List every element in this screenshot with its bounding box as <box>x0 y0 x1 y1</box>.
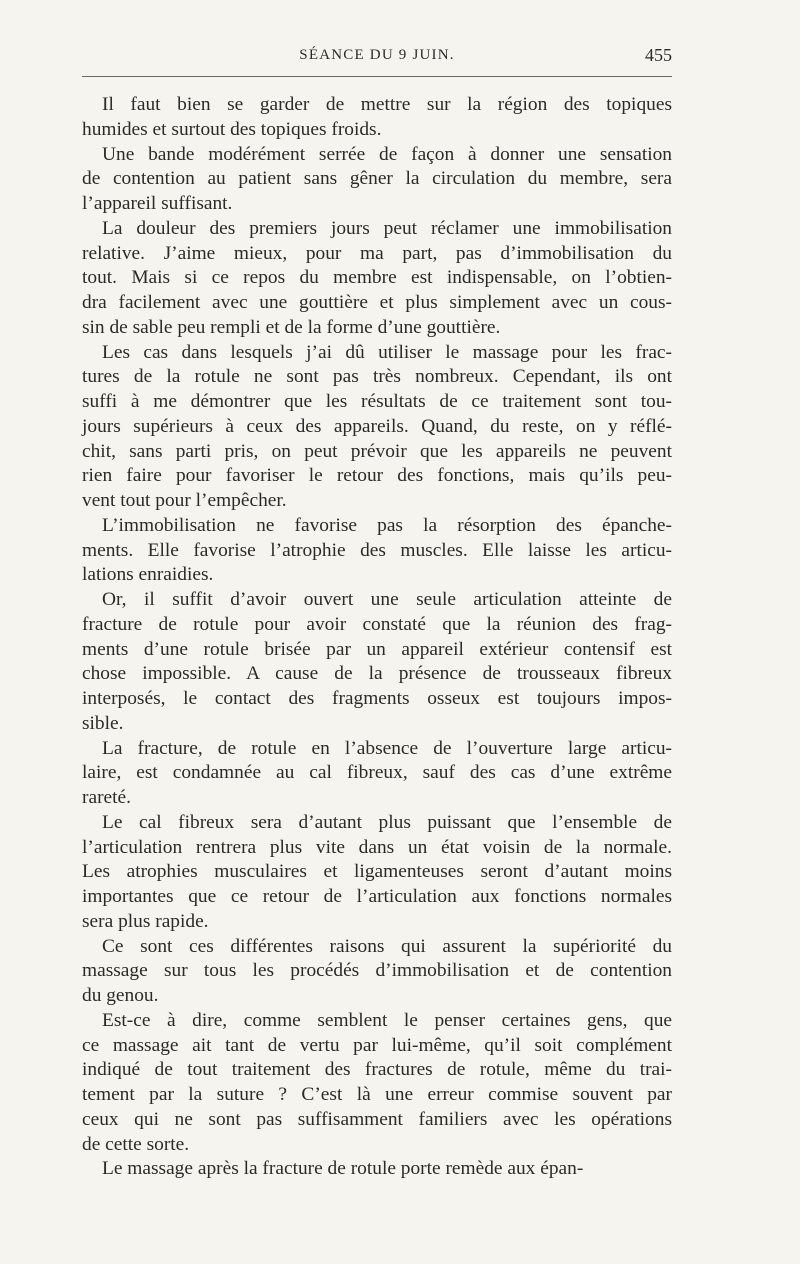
paragraph <box>82 737 672 811</box>
running-head <box>82 45 672 69</box>
text-line: tement par la suture ? C’est là une erreur commise souvent par <box>82 1084 672 1105</box>
paragraph <box>82 935 672 1009</box>
text-line: interposés, le contact des fragments osseux est toujours impos- <box>82 688 672 709</box>
text-line: tout. Mais si ce repos du membre est indispensable, on l’obtien- <box>82 267 672 289</box>
paragraph <box>82 1157 672 1182</box>
text-line: vent tout pour l’empêcher. <box>82 490 287 511</box>
text-line: massage sur tous les procédés d’immobilisation et de contention <box>82 960 672 982</box>
text-line: La fracture, de rotule en l’absence de l’ouverture large articu- <box>102 737 672 759</box>
text-line: l’articulation rentrera plus vite dans un état voisin de la normale. <box>82 836 672 858</box>
text-line: Or, il suffit d’avoir ouvert une seule articulation atteinte de <box>102 589 672 610</box>
text-line: ments. Elle favorise l’atrophie des muscles. Elle laisse les articu- <box>82 539 672 561</box>
text-line: La douleur des premiers jours peut réclamer une immobilisation <box>102 217 672 239</box>
text-line: dra facilement avec une gouttière et plus simplement avec un cous- <box>82 292 672 313</box>
text-line: Le massage après la fracture de rotule porte remède aux épan- <box>102 1158 584 1180</box>
header-rule <box>82 76 672 77</box>
text-line: indiqué de tout traitement des fractures de rotule, même du trai- <box>82 1059 672 1081</box>
text-line: laire, est condamnée au cal fibreux, sauf des cas d’une extrême <box>82 762 672 784</box>
text-line: rien faire pour favoriser le retour des fonctions, mais qu’ils peu- <box>82 465 672 487</box>
text-line: sera plus rapide. <box>82 910 209 932</box>
text-line: du genou. <box>82 985 159 1006</box>
paragraph <box>82 143 672 217</box>
paragraph <box>82 1009 672 1158</box>
paragraph <box>82 341 672 514</box>
text-line: L’immobilisation ne favorise pas la résorption des épanche- <box>102 514 672 536</box>
paragraph <box>82 588 672 737</box>
text-line: Une bande modérément serrée de façon à donner une sensation <box>102 143 672 165</box>
text-line: rareté. <box>82 787 131 808</box>
text-line: Les cas dans lesquels j’ai dû utiliser le massage pour les frac- <box>102 341 672 363</box>
text-line: sin de sable peu rempli et de la forme d’une gouttière. <box>82 316 501 338</box>
text-line: Est-ce à dire, comme semblent le penser certaines gens, que <box>102 1009 672 1031</box>
paragraph <box>82 93 672 143</box>
paragraph <box>82 217 672 341</box>
text-line: humides et surtout des topiques froids. <box>82 118 382 140</box>
text-line: Les atrophies musculaires et ligamenteuses seront d’autant moins <box>82 861 672 883</box>
text-line: Ce sont ces différentes raisons qui assurent la supériorité du <box>102 935 672 957</box>
text-line: sible. <box>82 712 124 734</box>
text-line: suffi à me démontrer que les résultats de ce traitement sont tou- <box>82 391 672 412</box>
text-line: Le cal fibreux sera d’autant plus puissant que l’ensemble de <box>102 811 672 833</box>
body-text <box>82 93 672 1182</box>
page-number: 455 <box>645 45 672 65</box>
running-head-title: SÉANCE DU 9 JUIN. <box>299 47 455 63</box>
text-line: l’appareil suffisant. <box>82 193 233 214</box>
text-line: lations enraidies. <box>82 564 214 586</box>
text-line: ceux qui ne sont pas suffisamment familiers avec les opérations <box>82 1108 672 1130</box>
paragraph <box>82 514 672 588</box>
text-line: jours supérieurs à ceux des appareils. Quand, du reste, on y réflé- <box>82 415 672 437</box>
text-line: chit, sans parti pris, on peut prévoir que les appareils ne peuvent <box>82 440 672 462</box>
paragraph <box>82 811 672 935</box>
text-line: de contention au patient sans gêner la circulation du membre, sera <box>82 168 672 190</box>
text-line: chose impossible. A cause de la présence de trousseaux fibreux <box>82 663 672 685</box>
text-line: de cette sorte. <box>82 1133 190 1155</box>
text-line: ments d’une rotule brisée par un appareil extérieur contensif est <box>82 638 672 660</box>
text-line: tures de la rotule ne sont pas très nombreux. Cependant, ils ont <box>82 366 672 388</box>
text-line: relative. J’aime mieux, pour ma part, pas d’immobilisation du <box>82 242 672 264</box>
text-line: Il faut bien se garder de mettre sur la région des topiques <box>102 94 672 115</box>
text-line: fracture de rotule pour avoir constaté que la réunion des frag- <box>82 613 672 635</box>
text-line: ce massage ait tant de vertu par lui-même, qu’il soit complément <box>82 1034 672 1056</box>
text-line: importantes que ce retour de l’articulation aux fonctions normales <box>82 886 672 907</box>
